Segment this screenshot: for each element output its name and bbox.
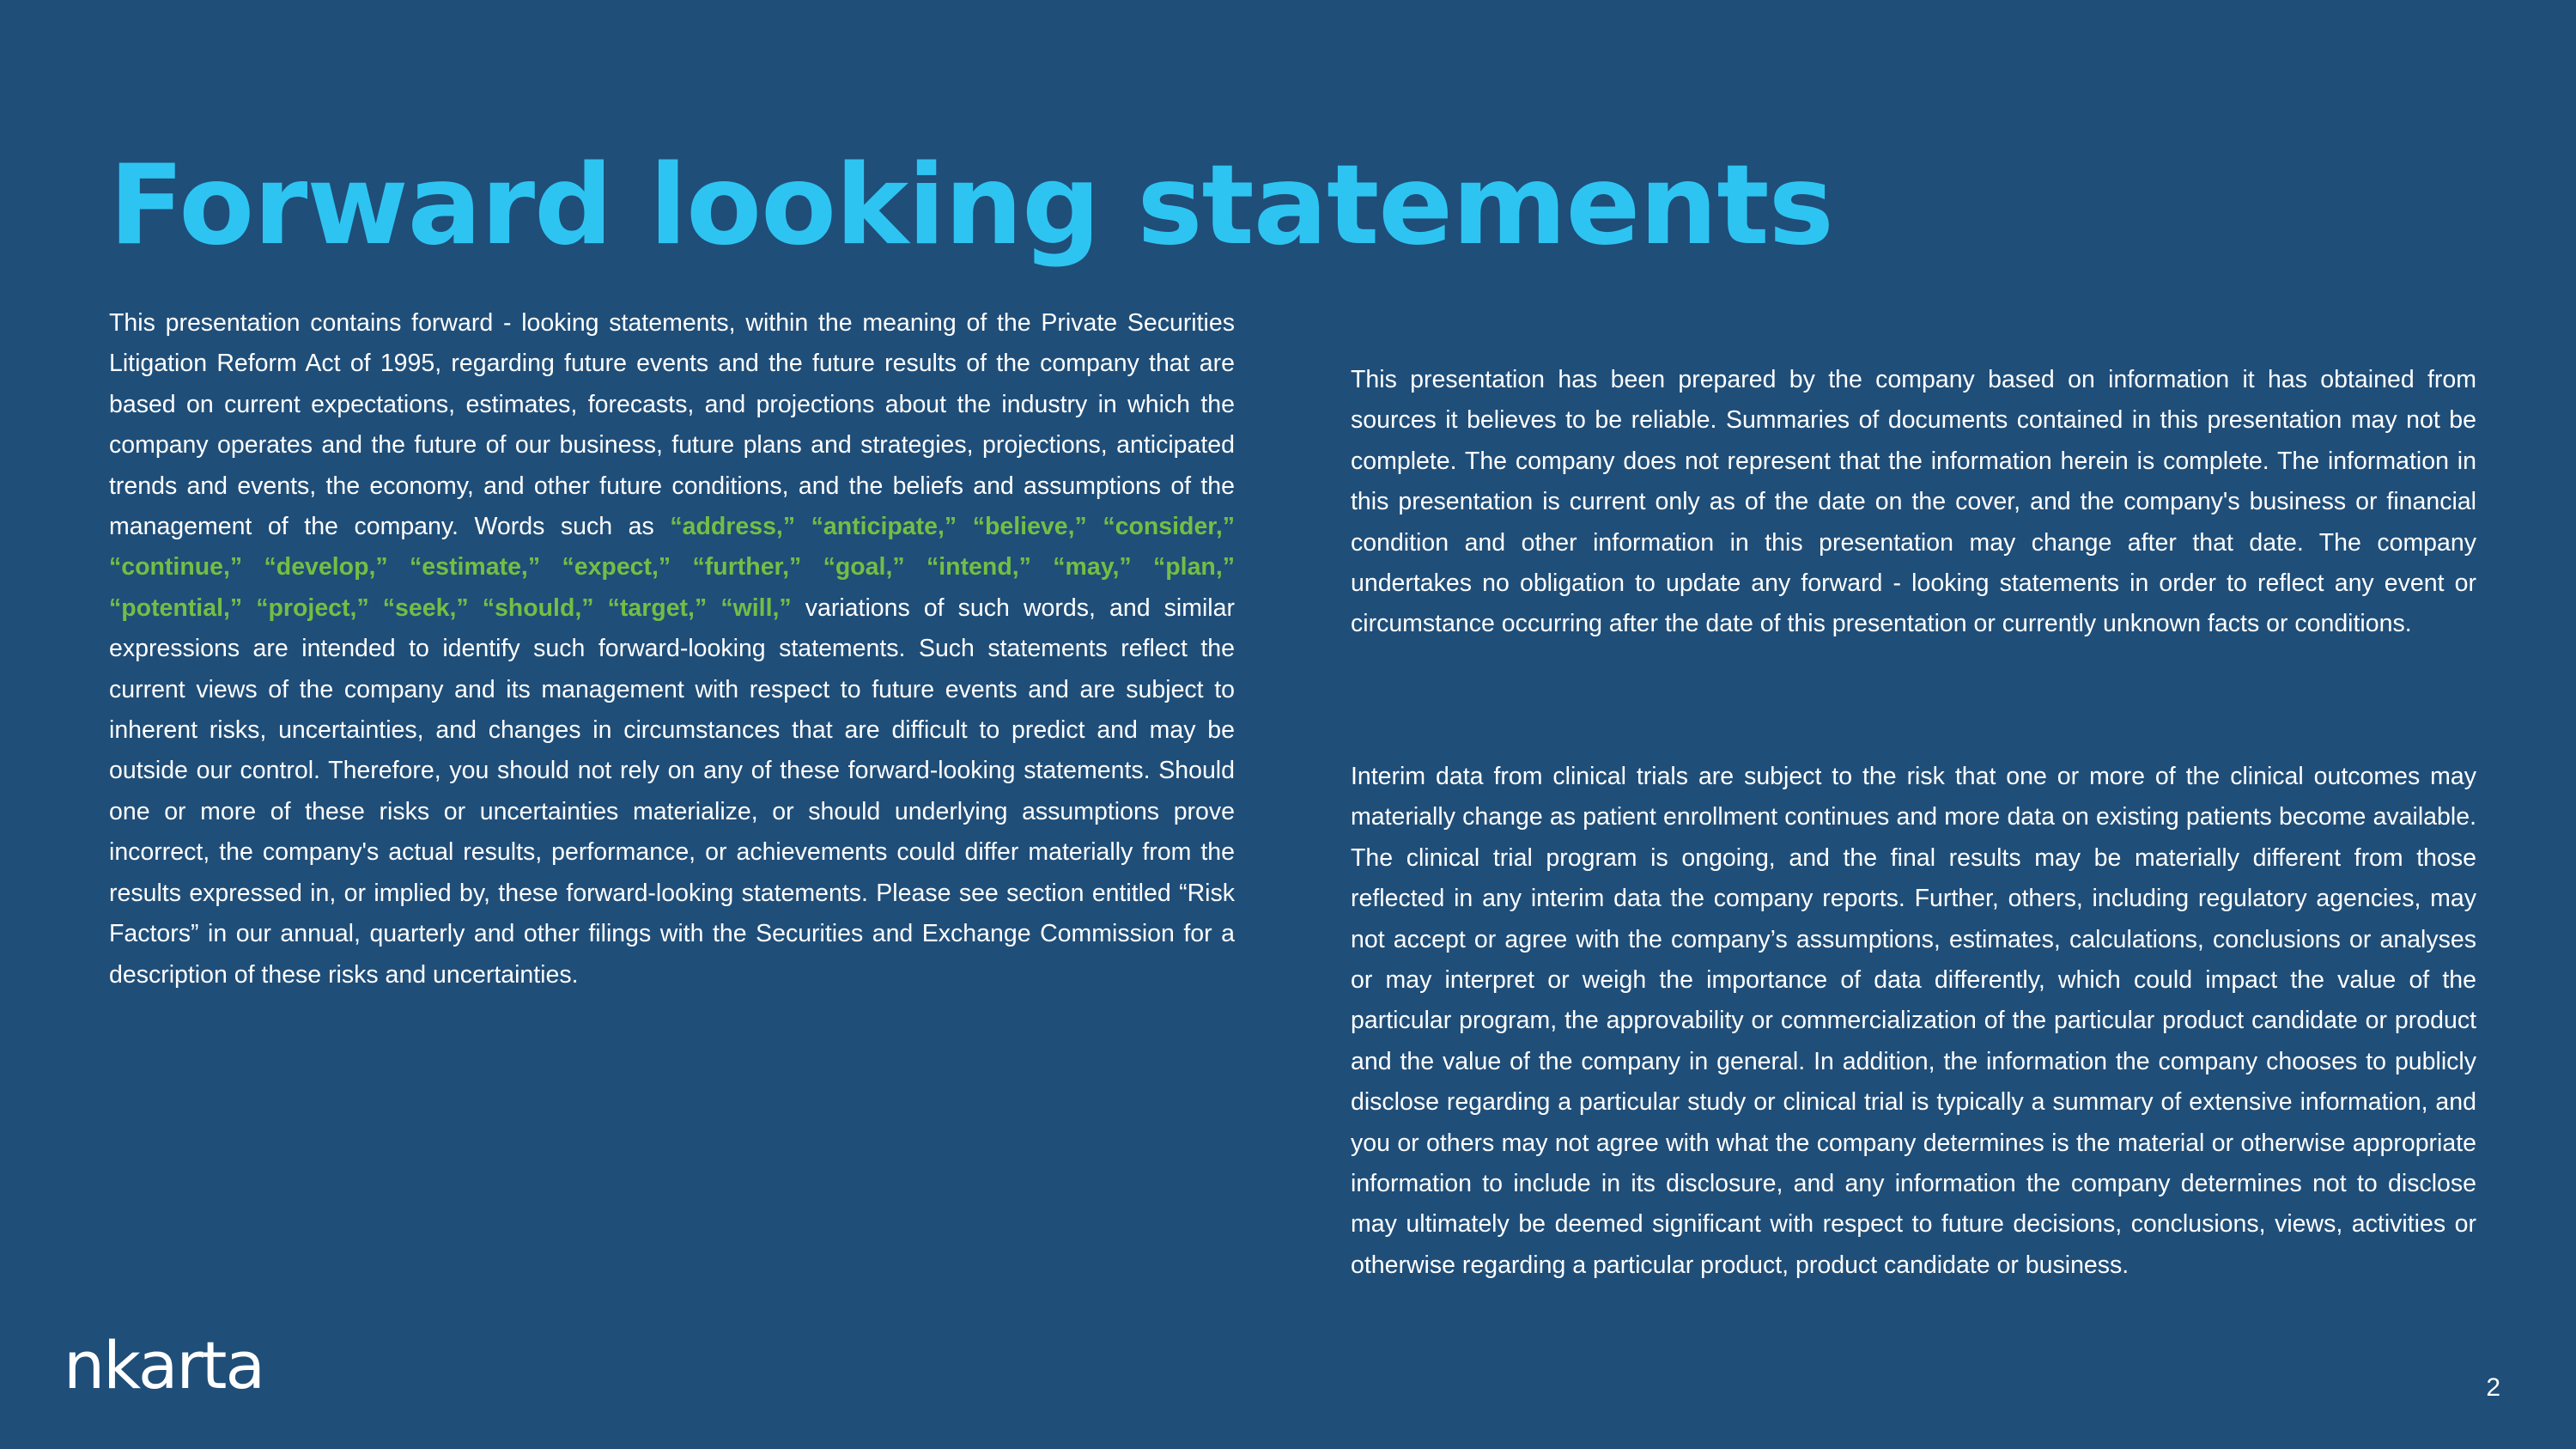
page-number: 2 xyxy=(2486,1373,2500,1402)
left-column-text xyxy=(109,303,1235,995)
nkarta-logo: nkarta xyxy=(64,1327,264,1403)
left-text-part2: variations of such words, and similar expressions are intended to identify such forward-looking statements. Such statements reflect the current views of the company and its management with respect to future events and are subject to inherent risks, uncertainties, and changes in circumstances that are difficult to predict and may be outside our control. Therefore, you should not rely on any of these forward-looking statements. Should one or more of these risks or uncertainties materialize, or should underlying assumptions prove incorrect, the company's actual results, performance, or achievements could differ materially from the results expressed in, or implied by, these forward-looking statements. Please see section entitled “Risk Factors” in our annual, quarterly and other filings with the Securities and Exchange Commission for a description of these risks and uncertainties. xyxy=(109,594,1235,989)
right-paragraph-disclaimer: This presentation has been prepared by the company based on information it has obtained from sources it believes to be reliable. Summaries of documents contained in this presentation may not be complete. The company does not represent that the information herein is complete. The information in this presentation is current only as of the date on the cover, and the company's business or financial condition and other information in this presentation may change after that date. The company undertakes no obligation to update any forward - looking statements in order to reflect any event or circumstance occurring after the date of this presentation or currently unknown facts or conditions. xyxy=(1351,366,2476,638)
slide-title: Forward looking statements xyxy=(109,142,1833,270)
left-text-part1: This presentation contains forward - looking statements, within the meaning of the Private Securities Litigation Reform Act of 1995, regarding future events and the future results of the company that are based on current expectations, estimates, forecasts, and projections about the industry in which the company operates and the future of our business, future plans and strategies, projections, anticipated trends and events, the economy, and other future conditions, and the beliefs and assumptions of the management of the company. Words such as xyxy=(109,309,1235,541)
keyword-list: “address,” “anticipate,” “believe,” “consider,” “continue,” “develop,” “estimate,” “expect,” “further,” “goal,” “intend,” “may,” “plan,” “potential,” “project,” “seek,” “should,” “target,” “will,” xyxy=(109,513,1235,622)
right-paragraph-clinical-data: Interim data from clinical trials are subject to the risk that one or more of the clinical outcomes may materially change as patient enrollment continues and more data on existing patients become available. The clinical trial program is ongoing, and the final results may be materially different from those reflected in any interim data the company reports. Further, others, including regulatory agencies, may not accept or agree with the company’s assumptions, estimates, calculations, conclusions or analyses or may interpret or weigh the importance of data differently, which could impact the value of the particular program, the approvability or commercialization of the particular product candidate or product and the value of the company in general. In addition, the information the company chooses to publicly disclose regarding a particular study or clinical trial is typically a summary of extensive information, and you or others may not agree with what the company determines is the material or otherwise appropriate information to include in its disclosure, and any information the company determines not to disclose may ultimately be deemed significant with respect to future decisions, conclusions, views, activities or otherwise regarding a particular product, product candidate or business. xyxy=(1351,763,2476,1279)
